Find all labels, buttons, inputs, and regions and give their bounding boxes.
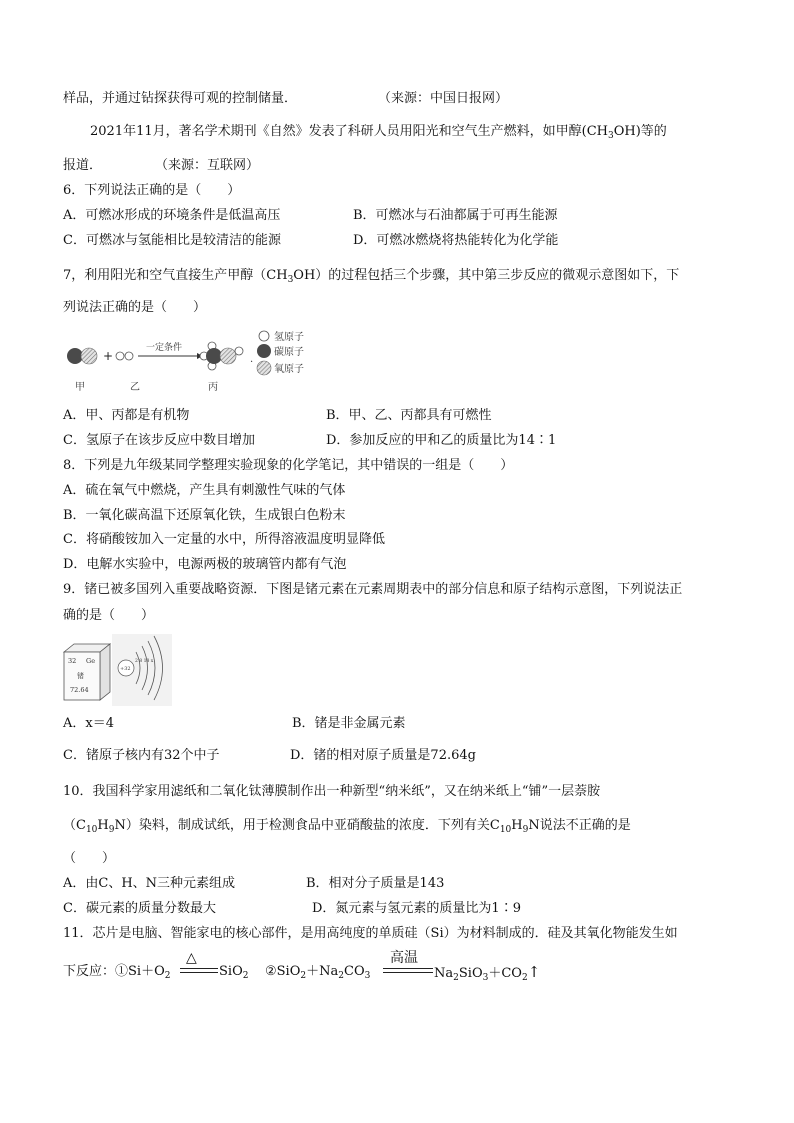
molecule-yi xyxy=(116,352,133,360)
q10-option-a: A．由C、H、N三种元素组成 xyxy=(63,876,236,891)
high-temp-label: 高温 xyxy=(390,950,418,966)
atomic-number: 32 xyxy=(68,657,77,665)
intro-line-3a: 报道． xyxy=(63,158,103,173)
q11-equation-1: 下反应：$①Si+O_2$ xyxy=(63,964,171,981)
delta-symbol: △ xyxy=(186,950,197,966)
element-name: 锗 xyxy=(77,672,84,680)
q8-option-d: D．电解水实验中，电源两极的玻璃管内都有气泡 xyxy=(63,557,347,572)
q8-stem: 8．下列是九年级某同学整理实验现象的化学笔记，其中错误的一组是（ ） xyxy=(63,458,514,473)
q7-option-c: C．氢原子在该步反应中数目增加 xyxy=(63,433,255,448)
intro-line-1a: 样品，并通过钻探获得可观的控制储量． xyxy=(63,91,298,106)
q7-stem-2: 列说法正确的是（ ） xyxy=(63,300,207,315)
q7-option-b: B．甲、乙、丙都具有可燃性 xyxy=(326,408,492,423)
intro-line-1b: （来源：中国日报网） xyxy=(378,91,509,106)
svg-text:.: . xyxy=(250,354,254,365)
q7-option-a: A．甲、丙都是有机物 xyxy=(63,408,190,423)
legend-o: 氧原子 xyxy=(274,364,304,375)
eq2-bar-bottom xyxy=(383,972,433,973)
q11-stem: 11．芯片是电脑、智能家电的核心部件，是用高纯度的单质硅（Si）为材料制成的．硅及其氧化物能发生如 xyxy=(63,926,678,941)
reaction-condition: 一定条件 xyxy=(146,343,183,353)
q9-option-a: A．x＝4 xyxy=(63,716,114,731)
intro-line-2: 2021年11月，著名学术期刊《自然》发表了科研人员用阳光和空气生产燃料，如甲醇$(CH_3OH)$等的 xyxy=(90,124,667,141)
legend-c: 碳原子 xyxy=(274,347,304,358)
label-jia: 甲 xyxy=(75,382,85,393)
atomic-mass: 72.64 xyxy=(70,686,89,694)
svg-text:+: + xyxy=(103,349,114,363)
svg-text:+32: +32 xyxy=(120,666,131,672)
q6-option-d: D．可燃冰燃烧将热能转化为化学能 xyxy=(353,233,559,248)
element-symbol: Ge xyxy=(86,657,96,665)
molecule-jia xyxy=(67,348,97,364)
q6-stem: 6．下列说法正确的是（ ） xyxy=(63,183,241,198)
q9-option-b: B．锗是非金属元素 xyxy=(292,716,406,731)
q8-option-b: B．一氧化碳高温下还原氧化铁，生成银白色粉末 xyxy=(63,508,346,523)
atom-structure xyxy=(112,634,172,706)
molecule-bing xyxy=(200,342,243,370)
q9-stem: 9．锗已被多国列入重要战略资源．下图是锗元素在元素周期表中的部分信息和原子结构示意图，下列说法正 xyxy=(63,582,683,597)
q10-stem-2: $(C_{10}H_9N)$染料，制成试纸，用于检测食品中亚硝酸盐的浓度．下列有关$C_{10}H_9N$说法不正确的是 xyxy=(63,818,631,835)
q7-reaction-diagram xyxy=(62,324,322,398)
q10-option-b: B．相对分子质量是143 xyxy=(306,876,445,891)
q6-option-c: C．可燃冰与氢能相比是较清洁的能源 xyxy=(63,233,281,248)
q11-equation-2: $②SiO_2+Na_2CO_3$ xyxy=(265,964,371,981)
q9-option-c: C．锗原子核内有32个中子 xyxy=(63,748,220,763)
q6-option-b: B．可燃冰与石油都属于可再生能源 xyxy=(353,208,558,223)
q11-equation-2-product: $Na_2SiO_3+CO_2↑$ xyxy=(434,963,541,983)
q8-option-c: C．将硝酸铵加入一定量的水中，所得溶液温度明显降低 xyxy=(63,532,385,547)
eq1-bar-top xyxy=(180,968,218,969)
q10-option-c: C．碳元素的质量分数最大 xyxy=(63,901,216,916)
eq2-bar-top xyxy=(383,968,433,969)
q10-stem: 10．我国科学家用滤纸和二氧化钛薄膜制作出一种新型“纳米纸”，又在纳米纸上“铺”一层萘胺 xyxy=(63,784,601,799)
electron-shells: 2 8 18 x xyxy=(135,659,154,664)
element-tile xyxy=(64,644,110,700)
intro-line-3b: （来源：互联网） xyxy=(155,158,260,173)
gas-arrow-icon: ↑ xyxy=(527,963,541,981)
label-bing: 丙 xyxy=(208,382,218,393)
q10-option-d: D．氮元素与氢元素的质量比为1∶9 xyxy=(312,901,521,916)
q10-stem-3: （ ） xyxy=(63,851,116,866)
eq1-bar-bottom xyxy=(180,972,218,973)
q9-stem-2: 确的是（ ） xyxy=(63,608,155,623)
legend xyxy=(257,330,304,375)
q8-option-a: A．硫在氧气中燃烧，产生具有刺激性气味的气体 xyxy=(63,483,346,498)
q7-option-d: D．参加反应的甲和乙的质量比为14∶1 xyxy=(326,433,557,448)
q11-equation-1-product: SiO$_2$ xyxy=(219,964,249,981)
q7-stem: 7，利用阳光和空气直接生产甲醇$(CH_3OH)$的过程包括三个步骤，其中第三步反应的微观示意图如下，下 xyxy=(63,268,680,285)
q9-option-d: D．锗的相对原子质量是72.64g xyxy=(290,748,476,763)
q9-germanium-figure xyxy=(62,634,172,706)
q6-option-a: A．可燃冰形成的环境条件是低温高压 xyxy=(63,208,281,223)
legend-h: 氢原子 xyxy=(274,332,304,343)
label-yi: 乙 xyxy=(130,382,140,393)
